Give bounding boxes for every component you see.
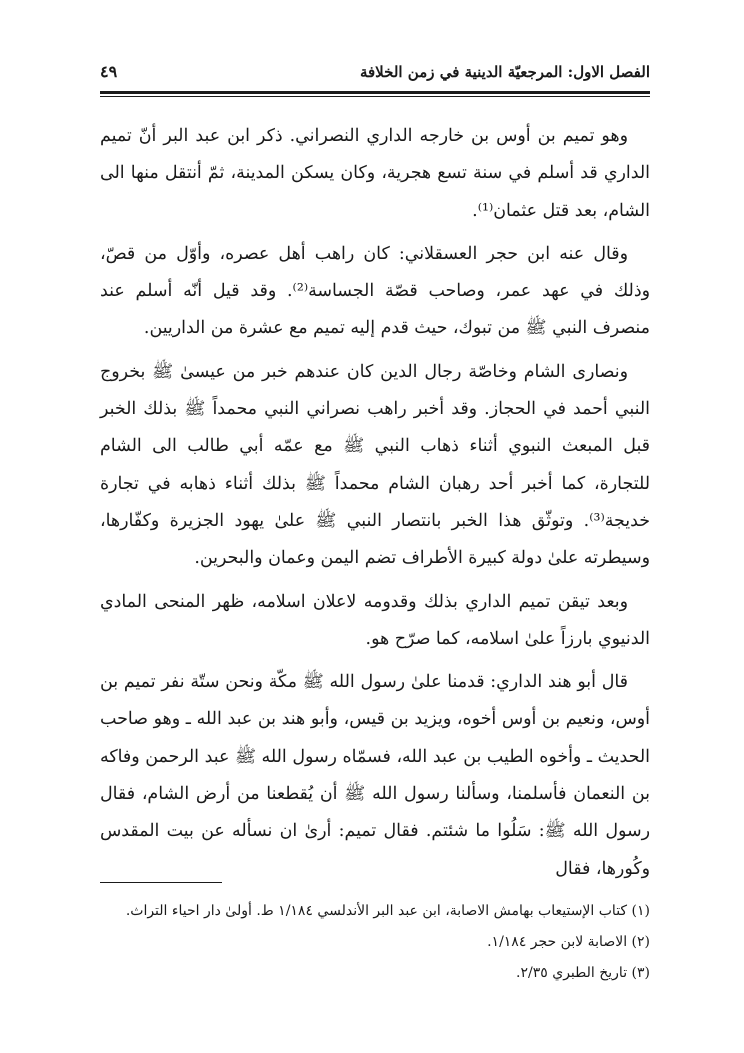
header-rule-thick xyxy=(100,91,650,94)
paragraph-3: ونصارى الشام وخاصّة رجال الدين كان عندهم خبر من عيسىٰ ﷺ بخروج النبي أحمد في الحجاز. وقد أخبر راهب نصراني النبي محمداً ﷺ بذلك الخبر قبل المبعث النبوي أثناء ذهاب النبي ﷺ مع عمّه أبي طالب الى الشام للتجارة، كما أخبر أحد رهبان الشام محمداً ﷺ بذلك أثناء ذهابه في تجارة خديجة⁽³⁾. وتوثّق هذا الخبر بانتصار النبي ﷺ علىٰ يهود الجزيرة وكفّارها، وسيطرته علىٰ دولة كبيرة الأطراف تضم اليمن وعمان والبحرين. xyxy=(100,361,650,569)
paragraph-2: وقال عنه ابن حجر العسقلاني: كان راهب أهل عصره، وأوّل من قصّ، وذلك في عهد عمر، وصاحب قصّة الجساسة⁽²⁾. وقد قيل أنّه أسلم عند منصرف النبي ﷺ من تبوك، حيث قدم إليه تميم مع عشرة من الداريين. xyxy=(100,243,650,339)
body-text xyxy=(100,118,650,894)
chapter-title: الفصل الاول: المرجعيّة الدينية في زمن الخلافة xyxy=(359,63,650,81)
footnote-1: (١) كتاب الإستيعاب بهامش الاصابة، ابن عبد البر الأندلسي ١/١٨٤ ط. أولىٰ دار احياء التراث. xyxy=(125,903,650,919)
paragraph-1: وهو تميم بن أوس بن خارجه الداري النصراني. ذكر ابن عبد البر أنّ تميم الداري قد أسلم في سنة تسع هجرية، وكان يسكن المدينة، ثمّ أنتقل منها الى الشام، بعد قتل عثمان⁽¹⁾. xyxy=(100,126,650,221)
footnote-3: (٣) تاريخ الطبري ٢/٣٥. xyxy=(516,965,650,981)
running-header xyxy=(100,62,650,86)
paragraph-4: وبعد تيقن تميم الداري بذلك وقدومه لاعلان اسلامه، ظهر المنحى المادي الدنيوي بارزاً علىٰ اسلامه، كما صرّح هو. xyxy=(100,591,650,649)
footnote-2: (٢) الاصابة لابن حجر ١/١٨٤. xyxy=(487,934,650,950)
footnotes xyxy=(100,896,650,989)
paragraph-5: قال أبو هند الداري: قدمنا علىٰ رسول الله ﷺ مكّة ونحن ستّة نفر تميم بن أوس، ونعيم بن أوس أخوه، ويزيد بن قيس، وأبو هند بن عبد الله ـ وهو صاحب الحديث ـ وأخوه الطيب بن عبد الله، فسمّاه رسول الله ﷺ عبد الرحمن وفاكه بن النعمان فأسلمنا، وسألنا رسول الله ﷺ أن يُقطعنا من أرض الشام، فقال رسول الله ﷺ: سَلُوا ما شئتم. فقال تميم: أرىٰ ان نسأله عن بيت المقدس وكُورها، فقال xyxy=(100,672,650,879)
header-rule-thin xyxy=(100,96,650,97)
footnote-divider xyxy=(100,882,222,883)
page-number: ٤٩ xyxy=(100,62,118,81)
